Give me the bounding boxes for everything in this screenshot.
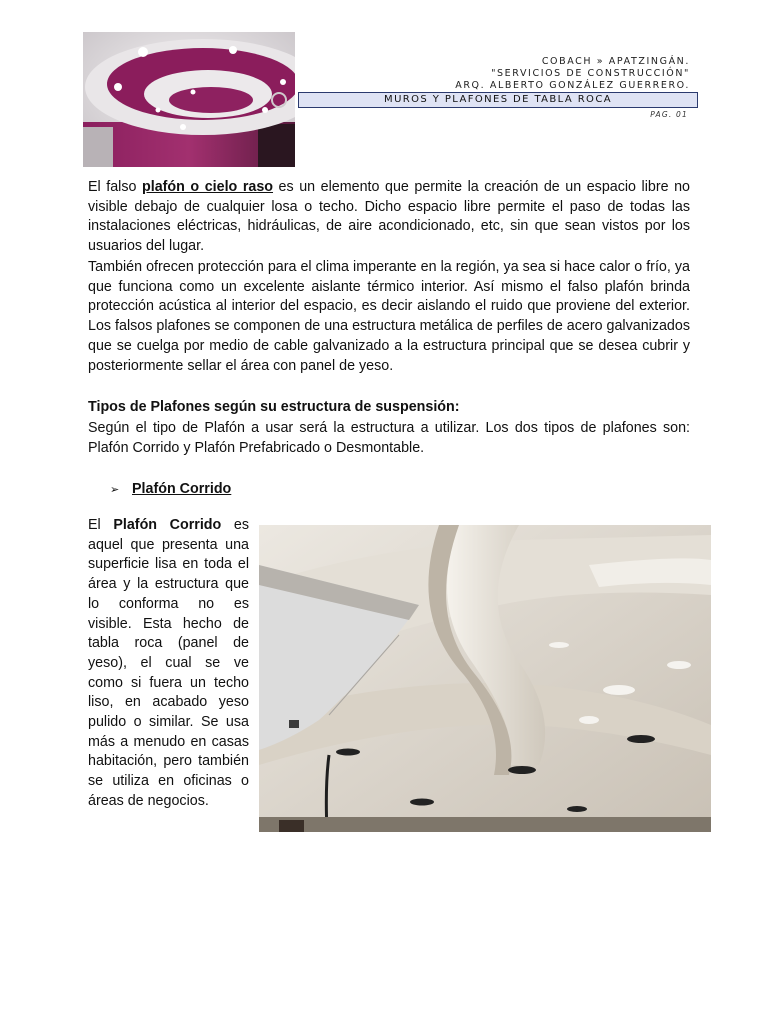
- corrido-description: [88, 516, 249, 812]
- header-school: COBACH » APATZINGÁN.: [541, 56, 690, 67]
- header-ceiling-photo: [83, 32, 295, 167]
- header-author: ARQ. ALBERTO GONZÁLEZ GUERRERO.: [455, 80, 690, 91]
- drywall-ceiling-photo: [259, 525, 711, 832]
- document-title: MUROS Y PLAFONES DE TABLA ROCA: [298, 92, 698, 108]
- page-number: PAG. 01: [650, 110, 688, 119]
- bullet-label: Plafón Corrido: [132, 481, 232, 497]
- intro-post: es un elemento que permite la creación de un espacio libre no visible debajo de cualquier losa o techo. Dicho espacio libre permite el paso de todas las instalaciones eléctricas, hidráulicas, de aire acondicionado, etc, sin que sean vistos por los usuarios del lugar.: [88, 179, 690, 255]
- section-heading: Tipos de Plafones según su estructura de suspensión:: [88, 399, 460, 415]
- corrido-pre: El: [88, 517, 114, 533]
- intro-paragraph: [88, 178, 690, 257]
- bullet-plafon-corrido: [110, 480, 231, 501]
- intro-keyword: plafón o cielo raso: [142, 179, 274, 195]
- header-services: "SERVICIOS DE CONSTRUCCIÓN": [491, 68, 690, 79]
- protection-paragraph: También ofrecen protección para el clima imperante en la región, ya sea si hace calor o frío, ya que funciona como un excelente aislante térmico interior. Así mismo el falso plafón brinda protección acústica al interior del espacio, es decir aislando el ruido que proviene del exterior. Los falsos plafones se componen de una estructura metálica de perfiles de acero galvanizados que se cuelga por medio de cable galvanizado a la estructura principal que se desea cubrir y posteriormente sellar el área con panel de yeso.: [88, 259, 690, 374]
- intro-pre: El falso: [88, 179, 142, 195]
- types-paragraph: Según el tipo de Plafón a usar será la estructura a utilizar. Los dos tipos de plafones son: Plafón Corrido y Plafón Prefabricado o Desmontable.: [88, 420, 690, 456]
- corrido-post: es aquel que presenta una superficie lisa en toda el área y la estructura que lo conforma no es visible. Esta hecho de tabla roca (panel de yeso), el cual se ve como si fuera un techo liso, en acabado yeso pulido o similar. Se usa más a menudo en casas habitación, pero también se utiliza en oficinas o áreas de negocios.: [88, 517, 249, 809]
- corrido-keyword: Plafón Corrido: [113, 517, 222, 533]
- arrow-bullet-icon: ➢: [110, 484, 120, 496]
